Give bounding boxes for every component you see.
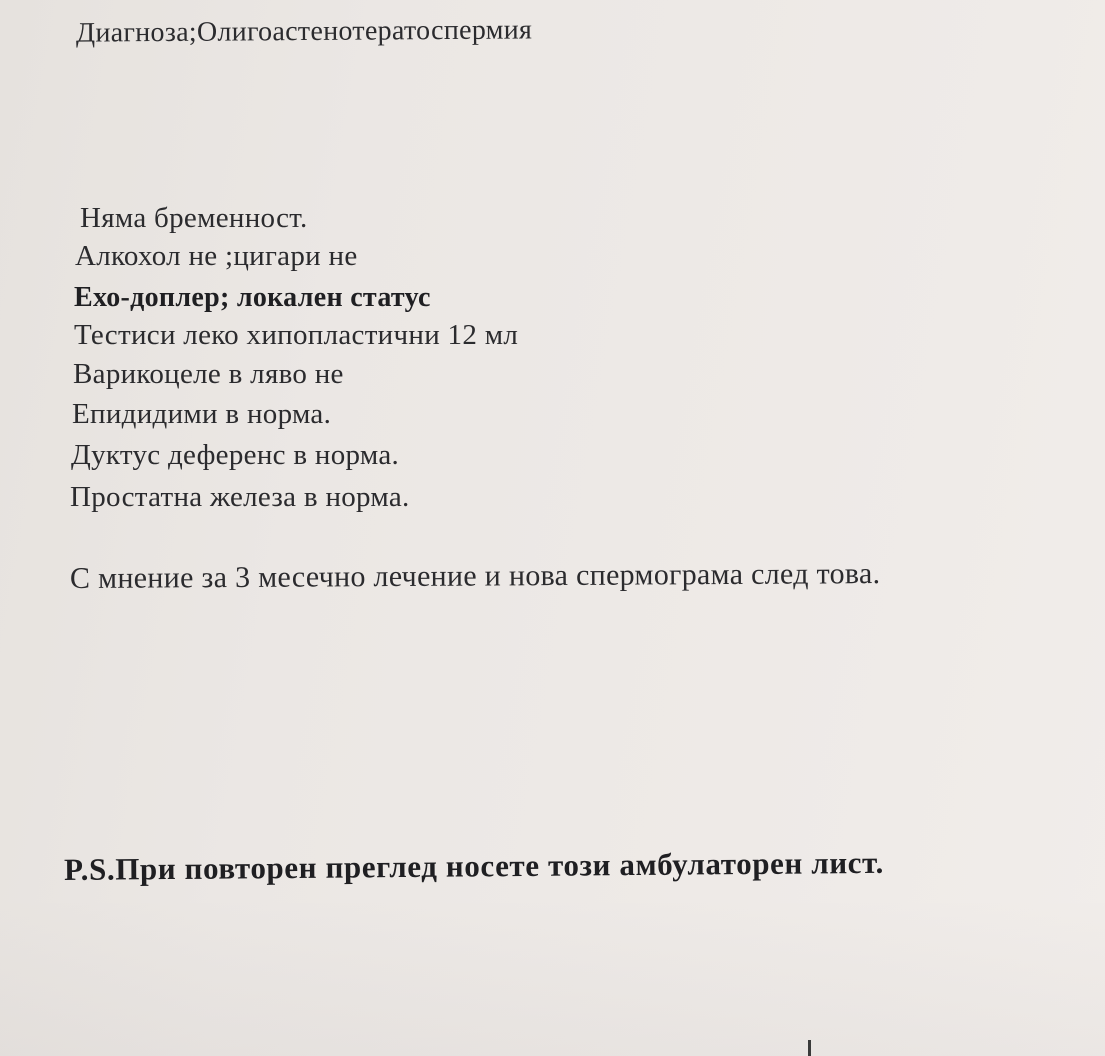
pen-mark [808, 1040, 811, 1056]
opinion-line: С мнение за 3 месечно лечение и нова спермограма след това. [69, 557, 881, 595]
testes-line: Тестиси леко хипопластични 12 мл [74, 319, 519, 351]
pregnancy-line: Няма бременност. [80, 202, 308, 234]
alcohol-smoking-line: Алкохол не ;цигари не [75, 240, 358, 272]
postscript-line: P.S.При повторен преглед носете този амбулаторен лист. [63, 844, 885, 887]
page-shadow [0, 896, 1105, 1056]
epididymis-line: Епидидими в норма. [72, 398, 332, 430]
echo-doppler-heading: Ехо-доплер; локален статус [74, 282, 431, 313]
varicocele-line: Варикоцеле в ляво не [73, 358, 344, 390]
ductus-deferens-line: Дуктус деференс в норма. [71, 439, 400, 471]
prostate-line: Простатна железа в норма. [70, 481, 410, 513]
diagnosis-line: Диагноза;Олигоастенотератоспермия [75, 14, 533, 49]
